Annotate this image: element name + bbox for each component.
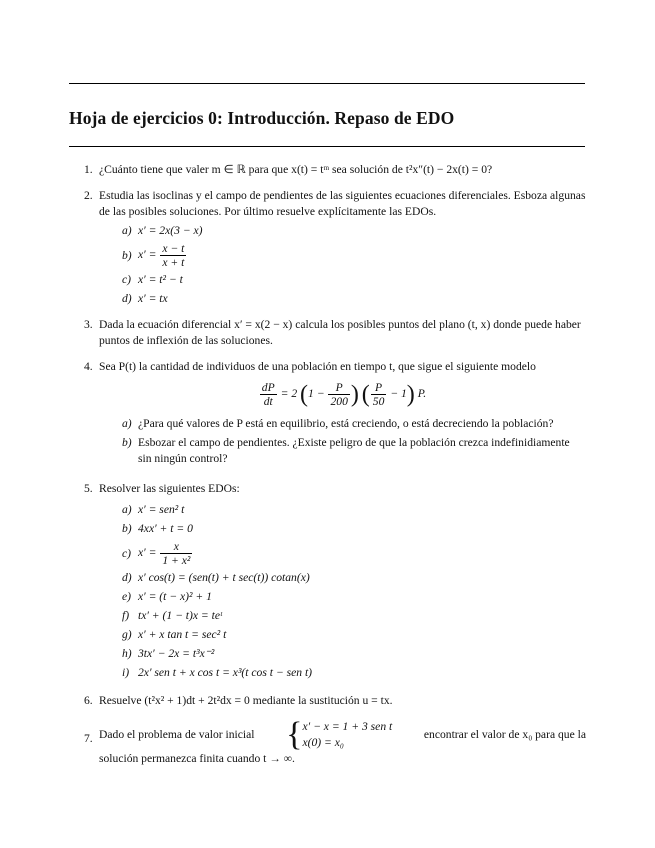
list-item: g) x′ + x tan t = sec² t [122,628,227,641]
list-item: b) x′ = $\frac{x - t}{x + t}$ [122,242,185,269]
exercise-text: Resolver las siguientes EDOs: [99,482,240,495]
exercise-text-end: solución permanezca finita cuando t → ∞. [99,752,295,765]
exercise-7 [84,716,586,767]
list-item: b) 4xx′ + t = 0 [122,522,193,535]
list-item: d) x′ cos(t) = (sen(t) + t sec(t)) cotan(x) [122,571,310,584]
exercise-text: Dada la ecuación diferencial x′ = x(2 − x) calcula los posibles puntos del plano (t, x) donde puede haber puntos de inflexión de las soluciones. [99,318,581,347]
population-model-equation: $\frac{dP}{dt}$ = 2 (1 − $\frac{P}{200}$ ) ( $\frac{P}{50}$ − 1) P. [261,381,427,408]
exercise-number: 7. [84,732,93,745]
fraction: $\frac{x - t}{x + t}$ [162,242,185,269]
list-item: c) x′ = $\frac{x}{\text{1 + x²}}$ [122,540,191,567]
exercise-text: Sea P(t) la cantidad de individuos de una población en tiempo t, que sigue el siguiente modelo [99,360,536,373]
exercise-4 [84,359,586,467]
exercise-number: 3. [84,318,93,331]
list-item: h) 3tx′ − 2x = t³x⁻² [122,647,215,660]
list-item: c) x′ = t² − t [122,273,183,286]
list-item: f) tx′ + (1 − t)x = teᵗ [122,609,222,622]
exercise-number: 5. [84,482,93,495]
list-item: d) x′ = tx [122,292,168,305]
exercise-6 [84,693,586,709]
list-item: e) x′ = (t − x)² + 1 [122,590,212,603]
exercise-number: 1. [84,163,93,176]
title-rule [69,146,585,147]
exercise-text: ¿Cuánto tiene que valer m ∈ ℝ para que x(t) = tᵐ sea solución de t²x″(t) − 2x(t) = 0? [99,163,493,176]
list-item: a) x′ = 2x(3 − x) [122,224,203,237]
exercise-number: 6. [84,694,93,707]
exercise-number: 2. [84,189,93,202]
fraction: $\frac{x}{\text{1 + x²}}$ [162,540,191,567]
exercise-3 [84,317,586,349]
exercise-list [84,162,586,777]
exercise-text: Dado el problema de valor inicial [99,728,255,741]
top-rule [69,83,585,84]
page-title: Hoja de ejercicios 0: Introducción. Repaso de EDO [69,108,455,128]
list-item: i) 2x′ sen t + x cos t = x³(t cos t − sen t) [122,666,313,679]
exercise-number: 4. [84,360,93,373]
exercise-1 [84,162,586,178]
list-item: b) Esbozar el campo de pendientes. ¿Existe peligro de que la población crezca indefinidiamente sin ningún control? [122,436,570,465]
exercise-text-cont: encontrar el valor de x₀ para que la [423,728,586,741]
exercise-5 [84,481,586,681]
list-item: a) ¿Para qué valores de P está en equilibrio, está creciendo, o está decreciendo la población? [122,417,554,430]
exercise-text: Resuelve (t²x² + 1)dt + 2t²dx = 0 mediante la sustitución u = tx. [99,694,393,707]
exercise-2 [84,188,586,307]
initial-value-system: { x′ − x = 1 + 3 sen t x(0) = x₀ [286,716,393,753]
list-item: a) x′ = sen² t [122,503,185,516]
exercise-text: Estudia las isoclinas y el campo de pendientes de las siguientes ecuaciones diferenciales. Esboza algunas de las posibles soluciones. Por último resuelve explícitamente las EDOs. [99,189,586,218]
